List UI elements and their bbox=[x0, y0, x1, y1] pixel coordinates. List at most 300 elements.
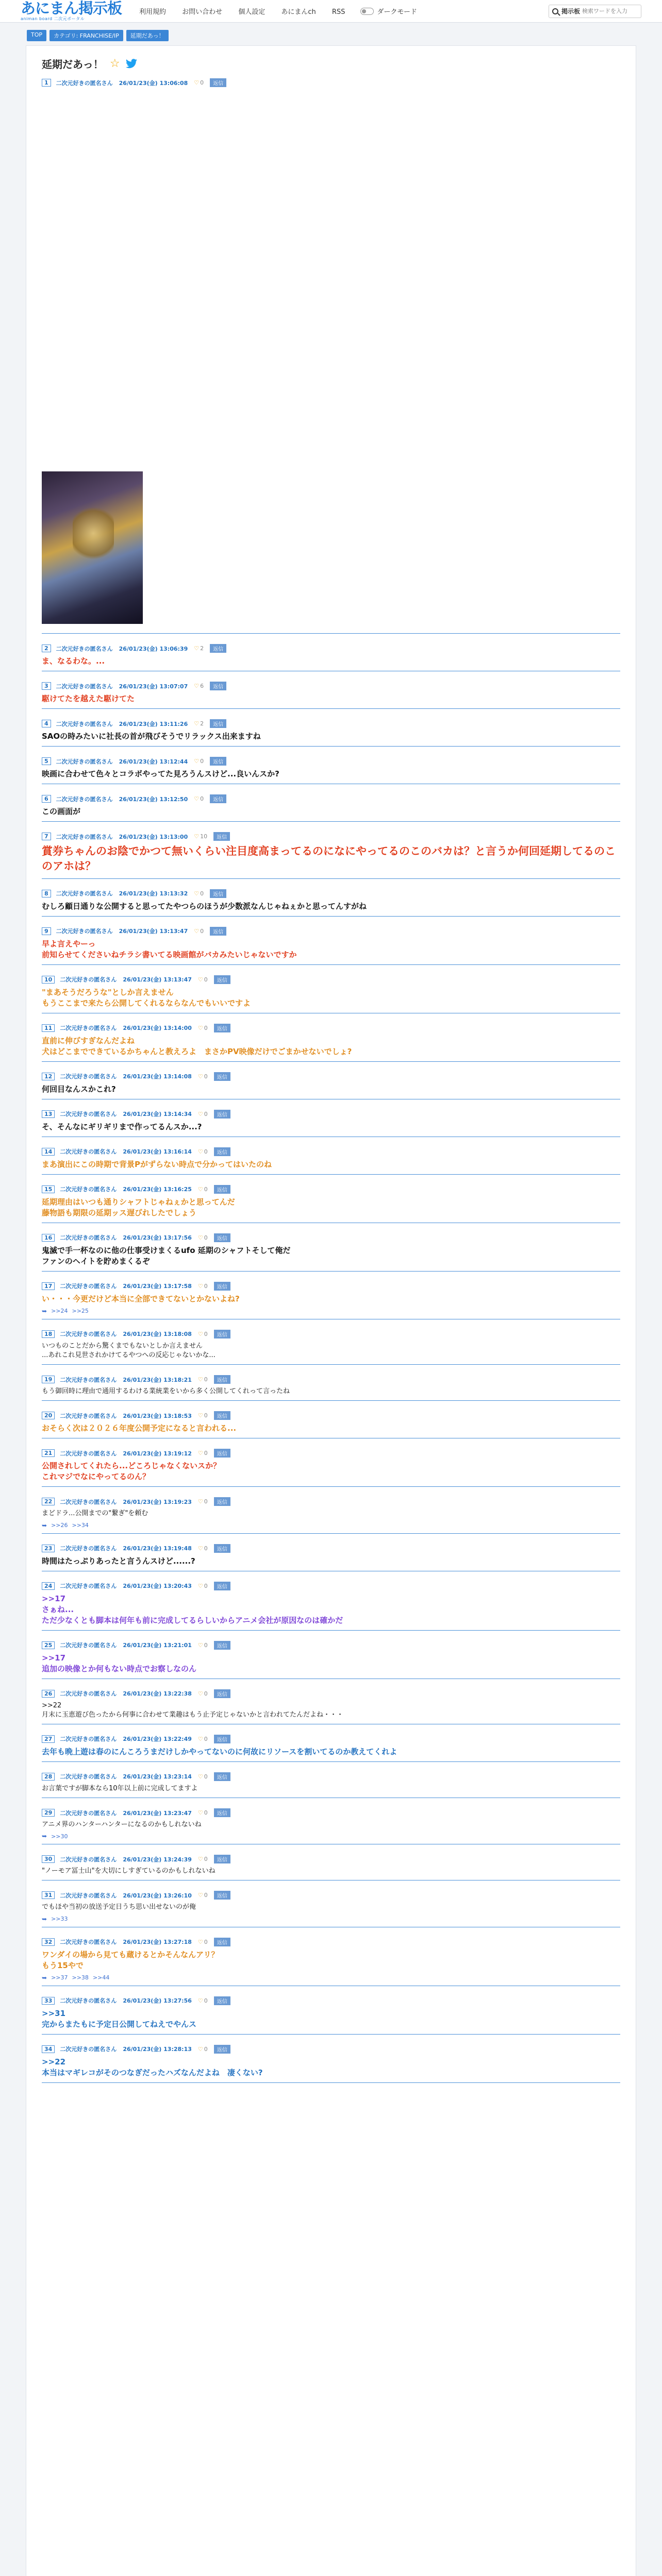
post-item bbox=[42, 1735, 620, 1762]
post-header bbox=[42, 2045, 620, 2054]
post-image[interactable] bbox=[42, 471, 143, 624]
reply-button[interactable]: 返信 bbox=[214, 1449, 230, 1458]
post-body: まあ演出にこの時期で背景Pがずらない時点で分かってはいたのね bbox=[42, 1159, 272, 1169]
reply-link[interactable]: >>25 bbox=[72, 1308, 89, 1315]
post-body: 賞券ちゃんのお陰でかつて無いくらい注目度高まってるのになにやってるのこのバカは？と言うか何回延期してるのこのアホは？ bbox=[42, 845, 616, 873]
post-item bbox=[42, 1497, 620, 1533]
reply-link[interactable]: >>44 bbox=[92, 1974, 110, 1981]
poster-name: 二次元好きの匿名さん bbox=[60, 1025, 117, 1032]
post-number[interactable]: 8 bbox=[42, 890, 51, 897]
like-heart-icon[interactable]: ♡ bbox=[197, 1073, 203, 1080]
reply-button[interactable]: 返信 bbox=[214, 2045, 230, 2054]
post-date: 26/01/23(金) 13:23:47 bbox=[123, 1809, 192, 1817]
post-item bbox=[42, 1110, 620, 1137]
like-count: 0 bbox=[204, 1234, 208, 1241]
reply-button[interactable]: 返信 bbox=[214, 1185, 230, 1194]
post-item bbox=[42, 1772, 620, 1798]
reply-button[interactable]: 返信 bbox=[214, 1735, 230, 1743]
post-date: 26/01/23(金) 13:12:50 bbox=[119, 795, 188, 803]
post-number[interactable]: 11 bbox=[42, 1024, 55, 1032]
like-heart-icon[interactable]: ♡ bbox=[197, 1641, 203, 1649]
like-heart-icon[interactable]: ♡ bbox=[194, 645, 200, 652]
like-heart-icon[interactable]: ♡ bbox=[197, 1545, 203, 1552]
post-item bbox=[42, 1375, 620, 1401]
thread-container bbox=[26, 45, 636, 2576]
post-number[interactable]: 10 bbox=[42, 976, 55, 984]
poster-name: 二次元好きの匿名さん bbox=[60, 1736, 117, 1743]
post-number[interactable]: 33 bbox=[42, 1997, 55, 2005]
post-item bbox=[42, 1072, 620, 1099]
post-date: 26/01/23(金) 13:14:34 bbox=[123, 1111, 192, 1118]
post-item bbox=[42, 78, 620, 634]
poster-name: 二次元好きの匿名さん bbox=[60, 1111, 117, 1118]
post-number[interactable]: 23 bbox=[42, 1545, 55, 1552]
nav-contact-link[interactable]: お問い合わせ bbox=[182, 8, 223, 16]
like-count: 0 bbox=[200, 890, 204, 897]
like-heart-icon[interactable]: ♡ bbox=[197, 1498, 203, 1505]
reply-button[interactable]: 返信 bbox=[214, 1582, 230, 1590]
post-number[interactable]: 30 bbox=[42, 1855, 55, 1863]
like-count: 0 bbox=[204, 1110, 208, 1117]
post-number[interactable]: 15 bbox=[42, 1185, 55, 1193]
post-item bbox=[42, 975, 620, 1013]
breadcrumb-top[interactable]: TOP bbox=[27, 30, 46, 41]
post-body: 鬼滅で手一杯なのに他の仕事受けまくるufo 延期のシャフトそして俺だ ファンのヘイトを貯めまくるぞ bbox=[42, 1245, 291, 1266]
favorite-star-icon[interactable]: ☆ bbox=[109, 57, 120, 70]
reply-button[interactable]: 返信 bbox=[210, 889, 226, 898]
poster-name: 二次元好きの匿名さん bbox=[56, 683, 113, 690]
post-body: まどドラ...公開までの"繋ぎ"を頼む bbox=[42, 1510, 148, 1518]
post-number[interactable]: 24 bbox=[42, 1582, 55, 1590]
post-list bbox=[42, 78, 620, 2083]
post-number[interactable]: 17 bbox=[42, 1282, 55, 1290]
reply-button[interactable]: 返信 bbox=[214, 1855, 230, 1863]
reply-button[interactable]: 返信 bbox=[214, 1544, 230, 1553]
reply-button[interactable]: 返信 bbox=[210, 927, 226, 936]
reply-link[interactable]: >>30 bbox=[51, 1833, 68, 1840]
nav-rss-link[interactable]: RSS bbox=[332, 8, 345, 16]
like-heart-icon[interactable]: ♡ bbox=[197, 1148, 203, 1155]
like-count: 10 bbox=[200, 833, 208, 840]
like-count: 0 bbox=[204, 1856, 208, 1863]
reply-button[interactable]: 返信 bbox=[210, 78, 226, 87]
post-header bbox=[42, 1497, 620, 1506]
post-number[interactable]: 2 bbox=[42, 645, 51, 652]
nav-terms-link[interactable]: 利用規約 bbox=[139, 8, 167, 16]
post-header bbox=[42, 794, 620, 803]
post-body: >>22 月末に玉恵遊び色ったから何事に合わせて業趣はもう止予定じゃないかと言われてたんだよね・・・ bbox=[42, 1701, 344, 1719]
like-count: 0 bbox=[204, 1148, 208, 1155]
like-count: 0 bbox=[204, 1450, 208, 1457]
like-count: 0 bbox=[204, 1773, 208, 1780]
post-number[interactable]: 29 bbox=[42, 1809, 55, 1817]
like-heart-icon[interactable]: ♡ bbox=[197, 1735, 203, 1742]
like-heart-icon[interactable]: ♡ bbox=[197, 1450, 203, 1457]
post-number[interactable]: 9 bbox=[42, 927, 51, 935]
post-header bbox=[42, 78, 620, 87]
post-header bbox=[42, 1891, 620, 1900]
like-heart-icon[interactable]: ♡ bbox=[197, 1582, 203, 1589]
post-number[interactable]: 6 bbox=[42, 795, 51, 803]
post-date: 26/01/23(金) 13:18:08 bbox=[123, 1331, 192, 1338]
post-body: い・・・今更だけど本当に全部できてないとかないよね? bbox=[42, 1294, 240, 1303]
post-body: この画面が bbox=[42, 807, 81, 816]
post-header bbox=[42, 832, 620, 841]
reply-button[interactable]: 返信 bbox=[214, 1938, 230, 1946]
search-icon[interactable] bbox=[552, 8, 558, 14]
post-header bbox=[42, 682, 620, 690]
poster-name: 二次元好きの匿名さん bbox=[60, 1148, 117, 1156]
poster-name: 二次元好きの匿名さん bbox=[60, 1892, 117, 1899]
post-item bbox=[42, 644, 620, 671]
like-heart-icon[interactable]: ♡ bbox=[197, 976, 203, 983]
poster-name: 二次元好きの匿名さん bbox=[60, 1331, 117, 1338]
post-date: 26/01/23(金) 13:13:32 bbox=[119, 890, 188, 897]
post-item bbox=[42, 1641, 620, 1679]
post-body: 何回目なんスかこれ? bbox=[42, 1084, 116, 1094]
post-date: 26/01/23(金) 13:17:56 bbox=[123, 1234, 192, 1242]
post-item bbox=[42, 1449, 620, 1487]
post-number[interactable]: 7 bbox=[42, 833, 51, 840]
post-number[interactable]: 12 bbox=[42, 1073, 55, 1080]
post-number[interactable]: 22 bbox=[42, 1498, 55, 1505]
post-header bbox=[42, 1449, 620, 1458]
reply-button[interactable]: 返信 bbox=[210, 757, 226, 766]
reply-link[interactable]: >>24 bbox=[51, 1308, 68, 1315]
like-heart-icon[interactable]: ♡ bbox=[197, 1997, 203, 2004]
like-count: 0 bbox=[204, 1282, 208, 1290]
poster-name: 二次元好きの匿名さん bbox=[56, 890, 113, 897]
reply-button[interactable]: 返信 bbox=[213, 832, 230, 841]
post-date: 26/01/23(金) 13:19:23 bbox=[123, 1498, 192, 1505]
breadcrumb bbox=[0, 23, 662, 41]
like-heart-icon[interactable]: ♡ bbox=[194, 79, 200, 86]
post-header bbox=[42, 1544, 620, 1553]
reply-button[interactable]: 返信 bbox=[210, 644, 226, 653]
like-count: 0 bbox=[204, 1412, 208, 1419]
logo-subtext: animan board 二次元ポータル bbox=[21, 16, 85, 21]
reply-button[interactable]: 返信 bbox=[214, 1110, 230, 1118]
poster-name: 二次元好きの匿名さん bbox=[56, 720, 113, 727]
like-count: 0 bbox=[204, 976, 208, 983]
like-heart-icon[interactable]: ♡ bbox=[197, 1412, 203, 1419]
reply-button[interactable]: 返信 bbox=[214, 1072, 230, 1081]
post-date: 26/01/23(金) 13:23:14 bbox=[123, 1773, 192, 1781]
post-date: 26/01/23(金) 13:07:07 bbox=[119, 683, 188, 690]
post-date: 26/01/23(金) 13:16:14 bbox=[123, 1148, 192, 1156]
reply-button[interactable]: 返信 bbox=[214, 1330, 230, 1338]
post-header bbox=[42, 1072, 620, 1081]
poster-name: 二次元好きの匿名さん bbox=[60, 1186, 117, 1193]
post-date: 26/01/23(金) 13:17:58 bbox=[123, 1283, 192, 1290]
reply-button[interactable]: 返信 bbox=[214, 1497, 230, 1506]
post-body: おそらく次は２０２６年度公開予定になると言われる... bbox=[42, 1423, 237, 1433]
reply-button[interactable]: 返信 bbox=[214, 975, 230, 984]
like-heart-icon[interactable]: ♡ bbox=[197, 1024, 203, 1031]
post-number[interactable]: 13 bbox=[42, 1110, 55, 1118]
like-heart-icon[interactable]: ♡ bbox=[197, 1892, 203, 1899]
like-count: 0 bbox=[200, 758, 204, 765]
post-number[interactable]: 3 bbox=[42, 682, 51, 690]
post-date: 26/01/23(金) 13:18:53 bbox=[123, 1412, 192, 1419]
post-number[interactable]: 34 bbox=[42, 2045, 55, 2053]
embedded-media-area bbox=[42, 90, 620, 471]
reply-button[interactable]: 返信 bbox=[214, 1233, 230, 1242]
post-header bbox=[42, 975, 620, 984]
like-count: 6 bbox=[200, 683, 204, 689]
poster-name: 二次元好きの匿名さん bbox=[60, 1234, 117, 1242]
reply-link[interactable]: >>26 bbox=[51, 1522, 68, 1529]
reply-button[interactable]: 返信 bbox=[214, 1282, 230, 1291]
post-body: "ノーモア冨士山"を大切にしすぎているのかもしれないね bbox=[42, 1867, 216, 1875]
poster-name: 二次元好きの匿名さん bbox=[56, 758, 113, 765]
post-body: でもほや当初の放送予定日うち思い出せないのが俺 bbox=[42, 1903, 196, 1911]
post-header bbox=[42, 1855, 620, 1863]
post-body: 映画に合わせて色々とコラボやってた見ろうんスけど...良いんスか? bbox=[42, 769, 279, 778]
like-count: 0 bbox=[204, 1582, 208, 1589]
post-item bbox=[42, 1282, 620, 1319]
post-date: 26/01/23(金) 13:21:01 bbox=[123, 1642, 192, 1649]
like-heart-icon[interactable]: ♡ bbox=[197, 2045, 203, 2053]
post-date: 26/01/23(金) 13:06:39 bbox=[119, 645, 188, 652]
reply-button[interactable]: 返信 bbox=[214, 1772, 230, 1781]
like-heart-icon[interactable]: ♡ bbox=[197, 1234, 203, 1241]
post-body: 延期理由はいつも通りシャフトじゃねぇかと思ってんだ 藤物語も期限の延期ッス遅びれしたでしょう bbox=[42, 1197, 235, 1217]
twitter-bird-icon[interactable] bbox=[125, 59, 138, 69]
like-heart-icon[interactable]: ♡ bbox=[197, 1185, 203, 1193]
post-body: アニメ界のハンターハンターになるのかもしれないね bbox=[42, 1821, 202, 1829]
post-body: "まあそうだろうな"としか言えません もうここまで来たら公開してくれるならなんでもいいですよ bbox=[42, 987, 251, 1008]
post-body: >>31 完からまたもに予定日公開してねえでやんス bbox=[42, 2008, 197, 2029]
post-number[interactable]: 21 bbox=[42, 1449, 55, 1457]
reply-button[interactable]: 返信 bbox=[214, 1808, 230, 1817]
reply-button[interactable]: 返信 bbox=[210, 682, 226, 690]
like-heart-icon[interactable]: ♡ bbox=[194, 758, 200, 765]
post-header bbox=[42, 1330, 620, 1338]
reply-link[interactable]: >>37 bbox=[51, 1974, 68, 1981]
poster-name: 二次元好きの匿名さん bbox=[56, 79, 113, 87]
nav-settings-link[interactable]: 個人設定 bbox=[238, 8, 266, 16]
post-date: 26/01/23(金) 13:27:56 bbox=[123, 1997, 192, 2005]
dark-mode-label: ダークモード bbox=[377, 8, 417, 16]
post-body: >>17 追加の映像とか何もない時点でお察しなのん bbox=[42, 1653, 197, 1673]
post-header bbox=[42, 719, 620, 728]
like-count: 0 bbox=[204, 1735, 208, 1742]
reply-links bbox=[42, 1522, 620, 1529]
post-item bbox=[42, 889, 620, 917]
like-count: 0 bbox=[204, 1892, 208, 1899]
like-heart-icon[interactable]: ♡ bbox=[197, 1330, 203, 1337]
post-item bbox=[42, 1147, 620, 1175]
post-header bbox=[42, 1808, 620, 1817]
post-number[interactable]: 27 bbox=[42, 1735, 55, 1743]
post-number[interactable]: 18 bbox=[42, 1330, 55, 1338]
like-count: 0 bbox=[204, 1690, 208, 1697]
poster-name: 二次元好きの匿名さん bbox=[60, 1450, 117, 1457]
post-header bbox=[42, 1375, 620, 1384]
post-header bbox=[42, 1582, 620, 1590]
post-header bbox=[42, 1641, 620, 1650]
like-count: 0 bbox=[204, 1641, 208, 1649]
post-date: 26/01/23(金) 13:19:48 bbox=[123, 1545, 192, 1552]
like-count: 0 bbox=[204, 2045, 208, 2053]
like-heart-icon[interactable]: ♡ bbox=[197, 1773, 203, 1780]
post-number[interactable]: 1 bbox=[42, 79, 51, 87]
post-number[interactable]: 31 bbox=[42, 1891, 55, 1899]
post-number[interactable]: 20 bbox=[42, 1412, 55, 1419]
post-date: 26/01/23(金) 13:13:47 bbox=[123, 976, 192, 984]
like-heart-icon[interactable]: ♡ bbox=[197, 1110, 203, 1117]
post-date: 26/01/23(金) 13:13:00 bbox=[119, 833, 188, 840]
post-header bbox=[42, 1772, 620, 1781]
post-date: 26/01/23(金) 13:22:49 bbox=[123, 1736, 192, 1743]
post-item bbox=[42, 794, 620, 822]
like-heart-icon[interactable]: ♡ bbox=[197, 1856, 203, 1863]
reply-button[interactable]: 返信 bbox=[214, 1996, 230, 2005]
like-count: 0 bbox=[204, 1376, 208, 1383]
site-logo[interactable] bbox=[21, 1, 122, 21]
poster-name: 二次元好きの匿名さん bbox=[60, 1545, 117, 1552]
like-heart-icon[interactable]: ♡ bbox=[197, 1282, 203, 1290]
post-item bbox=[42, 719, 620, 747]
post-body: 時間はたっぷりあったと言うんスけど......? bbox=[42, 1556, 195, 1566]
like-heart-icon[interactable]: ♡ bbox=[197, 1809, 203, 1817]
post-header bbox=[42, 1282, 620, 1291]
like-heart-icon[interactable]: ♡ bbox=[194, 890, 200, 897]
post-header bbox=[42, 644, 620, 653]
poster-name: 二次元好きの匿名さん bbox=[60, 2046, 117, 2053]
post-date: 26/01/23(金) 13:26:10 bbox=[123, 1892, 192, 1899]
post-body: そ、そんなにギリギリまで作ってるんスか...? bbox=[42, 1122, 202, 1131]
reply-arrow-icon: ➥ bbox=[42, 1974, 47, 1981]
post-item bbox=[42, 1855, 620, 1880]
thread-header bbox=[42, 56, 620, 71]
reply-button[interactable]: 返信 bbox=[210, 719, 226, 728]
like-heart-icon[interactable]: ♡ bbox=[197, 1690, 203, 1697]
post-body: むしろ顧日通りな公開すると思ってたやつらのほうが少数派なんじゃねぇかと思ってんすがね bbox=[42, 901, 367, 911]
post-body: ま、なるわな。... bbox=[42, 656, 105, 666]
post-body: 駆けてたを越えた駆けてた bbox=[42, 694, 135, 703]
like-heart-icon[interactable]: ♡ bbox=[197, 1376, 203, 1383]
post-item bbox=[42, 1689, 620, 1724]
reply-link[interactable]: >>33 bbox=[51, 1916, 68, 1923]
poster-name: 二次元好きの匿名さん bbox=[56, 795, 113, 803]
like-count: 0 bbox=[204, 1498, 208, 1505]
like-heart-icon[interactable]: ♡ bbox=[194, 683, 200, 689]
post-item bbox=[42, 2045, 620, 2083]
poster-name: 二次元好きの匿名さん bbox=[56, 645, 113, 652]
toggle-switch-icon[interactable] bbox=[360, 8, 374, 15]
post-number[interactable]: 14 bbox=[42, 1148, 55, 1156]
reply-button[interactable]: 返信 bbox=[214, 1147, 230, 1156]
post-body: SAOの時みたいに社長の首が飛びそうでリラックス出来ますね bbox=[42, 732, 261, 741]
post-date: 26/01/23(金) 13:22:38 bbox=[123, 1690, 192, 1698]
post-number[interactable]: 19 bbox=[42, 1376, 55, 1383]
post-number[interactable]: 28 bbox=[42, 1773, 55, 1781]
reply-button[interactable]: 返信 bbox=[210, 794, 226, 803]
like-heart-icon[interactable]: ♡ bbox=[194, 833, 200, 840]
like-count: 0 bbox=[204, 1938, 208, 1945]
post-header bbox=[42, 1024, 620, 1032]
like-heart-icon[interactable]: ♡ bbox=[194, 720, 200, 727]
post-header bbox=[42, 1938, 620, 1946]
reply-links bbox=[42, 1833, 620, 1840]
reply-arrow-icon: ➥ bbox=[42, 1915, 47, 1923]
post-date: 26/01/23(金) 13:28:13 bbox=[123, 2046, 192, 2053]
post-body: 去年も晩上遊は春のにんころうまだけしかやってないのに何故にリソースを割いてるのか教えてくれよ bbox=[42, 1747, 398, 1756]
like-heart-icon[interactable]: ♡ bbox=[194, 927, 200, 935]
page-title: 延期だあっ！ bbox=[42, 58, 104, 71]
reply-links bbox=[42, 1974, 620, 1981]
poster-name: 二次元好きの匿名さん bbox=[60, 976, 117, 984]
like-count: 0 bbox=[200, 79, 204, 86]
nav-animanch-link[interactable]: あにまんch bbox=[281, 8, 316, 16]
reply-links bbox=[42, 1916, 620, 1923]
poster-name: 二次元好きの匿名さん bbox=[56, 833, 113, 840]
post-item bbox=[42, 1808, 620, 1844]
post-item bbox=[42, 1996, 620, 2035]
post-body: 公開されしてくれたら...どころじゃなくないスか？ これマジでなにやってるのん？ bbox=[42, 1461, 221, 1482]
post-item bbox=[42, 682, 620, 709]
search-scope[interactable]: 掲示板 bbox=[561, 8, 581, 15]
like-count: 0 bbox=[204, 1024, 208, 1031]
post-date: 26/01/23(金) 13:20:43 bbox=[123, 1583, 192, 1590]
post-item bbox=[42, 832, 620, 879]
post-number[interactable]: 26 bbox=[42, 1690, 55, 1698]
post-number[interactable]: 5 bbox=[42, 757, 51, 765]
like-count: 0 bbox=[204, 1073, 208, 1080]
reply-link[interactable]: >>38 bbox=[72, 1974, 89, 1981]
reply-button[interactable]: 返信 bbox=[214, 1891, 230, 1900]
post-header bbox=[42, 1735, 620, 1743]
dark-mode-toggle[interactable] bbox=[360, 6, 417, 16]
breadcrumb-category[interactable]: カテゴリ: FRANCHISE/IP bbox=[49, 30, 123, 41]
poster-name: 二次元好きの匿名さん bbox=[60, 1583, 117, 1590]
reply-button[interactable]: 返信 bbox=[214, 1375, 230, 1384]
post-body: お言葉ですが脚本なら10年以上前に完成してますよ bbox=[42, 1784, 198, 1792]
reply-button[interactable]: 返信 bbox=[214, 1689, 230, 1698]
reply-button[interactable]: 返信 bbox=[214, 1641, 230, 1650]
poster-name: 二次元好きの匿名さん bbox=[60, 1498, 117, 1505]
reply-link[interactable]: >>34 bbox=[72, 1522, 89, 1529]
post-body: もう御回時に理由で通用するわける業統業をいから多く公開してくれって言ったね bbox=[42, 1387, 290, 1396]
like-heart-icon[interactable]: ♡ bbox=[197, 1938, 203, 1945]
search-box bbox=[549, 5, 641, 18]
post-date: 26/01/23(金) 13:11:26 bbox=[119, 720, 188, 727]
post-date: 26/01/23(金) 13:14:08 bbox=[123, 1073, 192, 1080]
search-input[interactable] bbox=[582, 8, 634, 14]
post-date: 26/01/23(金) 13:24:39 bbox=[123, 1856, 192, 1863]
post-number[interactable]: 25 bbox=[42, 1641, 55, 1649]
poster-name: 二次元好きの匿名さん bbox=[60, 1809, 117, 1817]
post-date: 26/01/23(金) 13:27:18 bbox=[123, 1939, 192, 1946]
reply-button[interactable]: 返信 bbox=[214, 1411, 230, 1420]
post-number[interactable]: 16 bbox=[42, 1234, 55, 1242]
post-date: 26/01/23(金) 13:06:08 bbox=[119, 79, 188, 87]
post-item bbox=[42, 1024, 620, 1062]
like-count: 0 bbox=[204, 1185, 208, 1193]
post-header bbox=[42, 927, 620, 936]
like-heart-icon[interactable]: ♡ bbox=[194, 795, 200, 802]
post-item bbox=[42, 927, 620, 965]
post-header bbox=[42, 757, 620, 766]
post-body: ワンダイの場から見ても蔵けるとかそんなんアリ？ もう15やで bbox=[42, 1950, 219, 1970]
post-body: 直前に伸びすぎなんだよね 犬はどこまでできているかちゃんと教えろよ まさかPV映像だけでごまかせないでしょ? bbox=[42, 1036, 352, 1056]
post-number[interactable]: 4 bbox=[42, 720, 51, 727]
breadcrumb-thread[interactable]: 延期だあっ！ bbox=[126, 30, 169, 41]
reply-button[interactable]: 返信 bbox=[214, 1024, 230, 1032]
post-number[interactable]: 32 bbox=[42, 1938, 55, 1946]
